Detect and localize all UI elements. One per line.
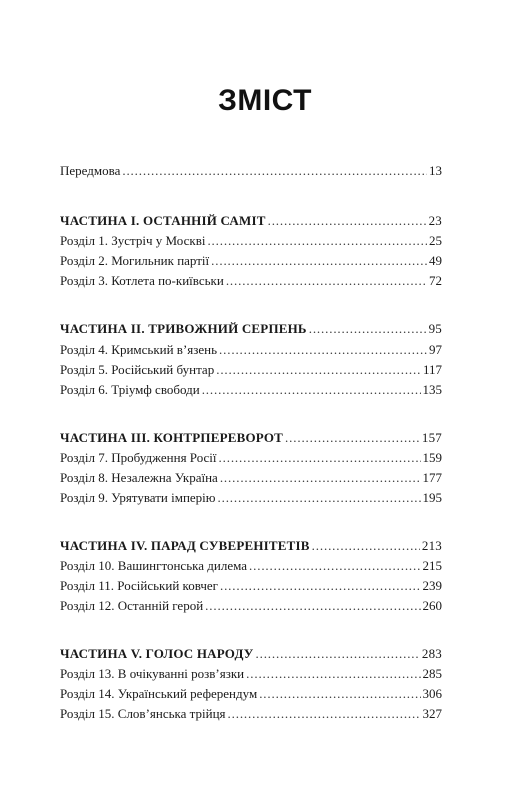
toc-chapter-label: Розділ 3. Котлета по-київськи xyxy=(60,273,224,288)
dot-leader xyxy=(211,252,427,270)
toc-chapter-label: Розділ 8. Незалежна Україна xyxy=(60,470,218,485)
toc-chapter-page: 177 xyxy=(422,470,442,485)
dot-leader xyxy=(207,232,427,250)
dot-leader xyxy=(228,705,421,723)
toc-chapter-entry xyxy=(60,232,442,250)
toc-part-heading xyxy=(60,537,442,555)
dot-leader xyxy=(202,381,421,399)
toc-part-label: ЧАСТИНА II. ТРИВОЖНИЙ СЕРПЕНЬ xyxy=(60,321,307,336)
dot-leader xyxy=(218,489,421,507)
toc-part-page: 213 xyxy=(421,538,442,553)
toc-chapter-page: 49 xyxy=(429,253,442,268)
toc-part-page: 157 xyxy=(421,430,442,445)
toc-part-page: 23 xyxy=(428,213,442,228)
dot-leader xyxy=(312,537,420,555)
toc-chapter-page: 72 xyxy=(429,273,442,288)
toc-chapter-page: 285 xyxy=(422,666,442,681)
toc-chapter-label: Розділ 10. Вашингтонська дилема xyxy=(60,558,248,573)
toc-chapter-entry xyxy=(60,341,442,359)
toc-part-heading xyxy=(60,645,442,663)
toc-chapter-page: 117 xyxy=(422,362,442,377)
toc-chapter-page: 260 xyxy=(422,598,442,613)
toc-part-page: 283 xyxy=(421,646,442,661)
dot-leader xyxy=(226,272,427,290)
toc-chapter-label: Розділ 5. Російський бунтар xyxy=(60,362,215,377)
toc-part-page: 95 xyxy=(428,321,442,336)
toc-chapter-entry xyxy=(60,577,442,595)
toc-entry-label: Передмова xyxy=(60,163,121,178)
toc-chapter-label: Розділ 11. Російський ковчег xyxy=(60,578,218,593)
toc-chapter-page: 195 xyxy=(422,490,442,505)
dot-leader xyxy=(122,162,427,180)
toc-chapter-entry xyxy=(60,597,442,615)
dot-leader xyxy=(216,361,421,379)
toc-chapter-page: 327 xyxy=(422,706,442,721)
toc-chapter-label: Розділ 15. Слов’янська трійця xyxy=(60,706,226,721)
toc-chapter-label: Розділ 12. Останній герой xyxy=(60,598,204,613)
dot-leader xyxy=(220,469,421,487)
toc-chapter-label: Розділ 7. Пробудження Росії xyxy=(60,450,217,465)
toc-chapter-entry xyxy=(60,685,442,703)
toc-chapter-entry xyxy=(60,272,442,290)
toc-part-label: ЧАСТИНА III. КОНТРПЕРЕВОРОТ xyxy=(60,430,284,445)
page-title: ЗМІСТ xyxy=(218,84,312,117)
toc-part-heading xyxy=(60,212,442,230)
toc-entry-page: 13 xyxy=(429,163,442,178)
toc-chapter-page: 97 xyxy=(429,342,442,357)
toc-chapter-page: 25 xyxy=(429,233,442,248)
toc-chapter-label: Розділ 1. Зустріч у Москві xyxy=(60,233,206,248)
toc-chapter-entry xyxy=(60,557,442,575)
toc-part-label: ЧАСТИНА I. ОСТАННІЙ САМІТ xyxy=(60,213,266,228)
toc-chapter-label: Розділ 2. Могильник партії xyxy=(60,253,210,268)
toc-chapter-label: Розділ 9. Урятувати імперію xyxy=(60,490,216,505)
toc-chapter-label: Розділ 14. Український референдум xyxy=(60,686,258,701)
toc-chapter-label: Розділ 13. В очікуванні розв’язки xyxy=(60,666,245,681)
dot-leader xyxy=(246,665,420,683)
toc-chapter-entry xyxy=(60,665,442,683)
dot-leader xyxy=(309,320,427,338)
toc-chapter-page: 159 xyxy=(422,450,442,465)
toc-chapter-label: Розділ 4. Кримський в’язень xyxy=(60,342,218,357)
dot-leader xyxy=(285,429,420,447)
dot-leader xyxy=(259,685,420,703)
toc-entry-preface xyxy=(60,162,442,180)
toc-chapter-page: 215 xyxy=(422,558,442,573)
dot-leader xyxy=(220,577,421,595)
toc-chapter-entry xyxy=(60,252,442,270)
toc-part-label: ЧАСТИНА IV. ПАРАД СУВЕРЕНІТЕТІВ xyxy=(60,538,310,553)
toc-chapter-entry xyxy=(60,361,442,379)
toc-chapter-page: 239 xyxy=(422,578,442,593)
toc-chapter-entry xyxy=(60,469,442,487)
toc-part-heading xyxy=(60,320,442,338)
toc-chapter-page: 306 xyxy=(422,686,442,701)
toc-chapter-page: 135 xyxy=(422,382,442,397)
toc-chapter-entry xyxy=(60,489,442,507)
dot-leader xyxy=(256,645,420,663)
dot-leader xyxy=(205,597,420,615)
toc-chapter-entry xyxy=(60,449,442,467)
dot-leader xyxy=(219,449,421,467)
toc-chapter-entry xyxy=(60,705,442,723)
dot-leader xyxy=(219,341,427,359)
toc-chapter-entry xyxy=(60,381,442,399)
dot-leader xyxy=(249,557,420,575)
toc-part-heading xyxy=(60,429,442,447)
dot-leader xyxy=(268,212,427,230)
toc-chapter-label: Розділ 6. Тріумф свободи xyxy=(60,382,200,397)
toc-part-label: ЧАСТИНА V. ГОЛОС НАРОДУ xyxy=(60,646,254,661)
